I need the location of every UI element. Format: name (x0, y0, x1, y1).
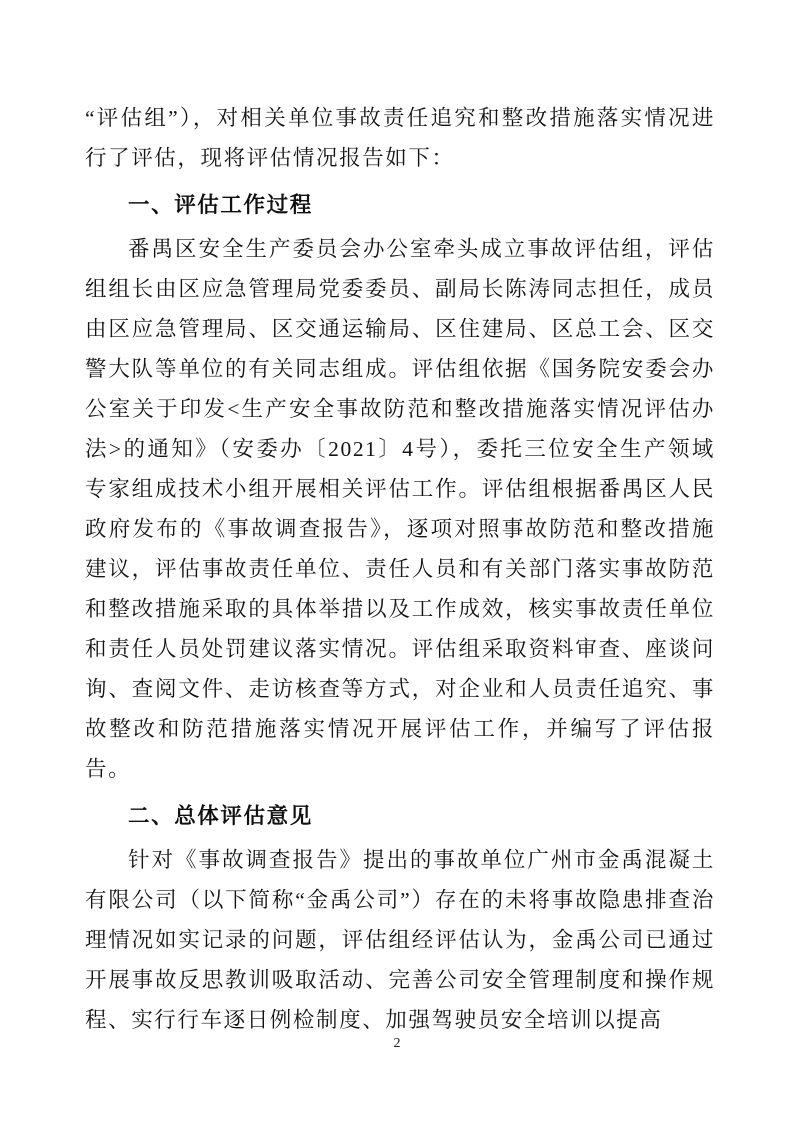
section-heading-2: 二、总体评估意见 (128, 804, 313, 828)
page-number: 2 (393, 1036, 401, 1051)
document-body (85, 98, 715, 1040)
section-1-paragraph: 番禺区安全生产委员会办公室牵头成立事故评估组，评估组组长由区应急管理局党委委员、副局长陈涛同志担任，成员由区应急管理局、区交通运输局、区住建局、区总工会、区交警大队等单位的有关同志组成。评估组依据《国务院安委会办公室关于印发<生产安全事故防范和整改措施落实情况评估办法>的通知》（安委办〔2021〕4号），委托三位安全生产领域专家组成技术小组开展相关评估工作。评估组根据番禺区人民政府发布的《事故调查报告》，逐项对照事故防范和整改措施建议，评估事故责任单位、责任人员和有关部门落实事故防范和整改措施采取的具体举措以及工作成效，核实事故责任单位和责任人员处罚建议落实情况。评估组采取资料审查、座谈问询、查阅文件、走访核查等方式，对企业和人员责任追究、事故整改和防范措施落实情况开展评估工作，并编写了评估报告。 (85, 237, 715, 781)
section-heading-1: 一、评估工作过程 (128, 193, 313, 217)
section-2-paragraph: 针对《事故调查报告》提出的事故单位广州市金禹混凝土有限公司（以下简称“金禹公司”）存在的未将事故隐患排查治理情况如实记录的问题，评估组经评估认为，金禹公司已通过开展事故反思教训吸取活动、完善公司安全管理制度和操作规程、实行行车逐日例检制度、加强驾驶员安全培训以提高 (85, 848, 715, 1032)
continuation-paragraph: “评估组”），对相关单位事故责任追究和整改措施落实情况进行了评估，现将评估情况报告如下： (85, 106, 715, 170)
